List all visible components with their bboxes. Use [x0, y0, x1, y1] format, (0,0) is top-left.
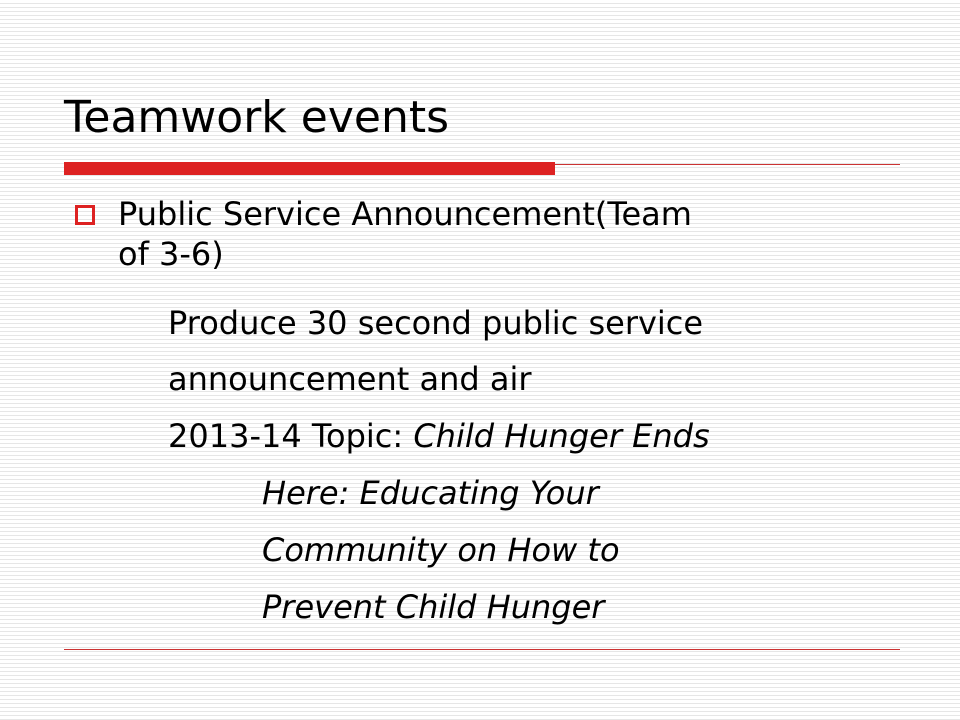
topic-title-part4: Prevent Child Hunger: [262, 588, 605, 626]
bullet-text-line1: Public Service Announcement(Team: [118, 195, 692, 233]
bullet-text-line2: of 3-6): [118, 235, 224, 273]
title-underline-thin: [555, 164, 900, 165]
topic-title-part3: Community on How to: [262, 531, 620, 569]
title-underline-thick: [64, 162, 555, 175]
topic-title-part1: Child Hunger Ends: [413, 417, 710, 455]
topic-line: [168, 416, 710, 456]
square-bullet-icon: [75, 205, 95, 225]
topic-title-part2: Here: Educating Your: [262, 474, 599, 512]
detail-line-2: announcement and air: [168, 360, 532, 398]
detail-line-1: Produce 30 second public service: [168, 304, 704, 342]
slide-title: Teamwork events: [64, 92, 449, 143]
bullet-text: [118, 194, 878, 274]
bottom-divider: [64, 649, 900, 650]
topic-label: 2013-14 Topic:: [168, 417, 414, 455]
